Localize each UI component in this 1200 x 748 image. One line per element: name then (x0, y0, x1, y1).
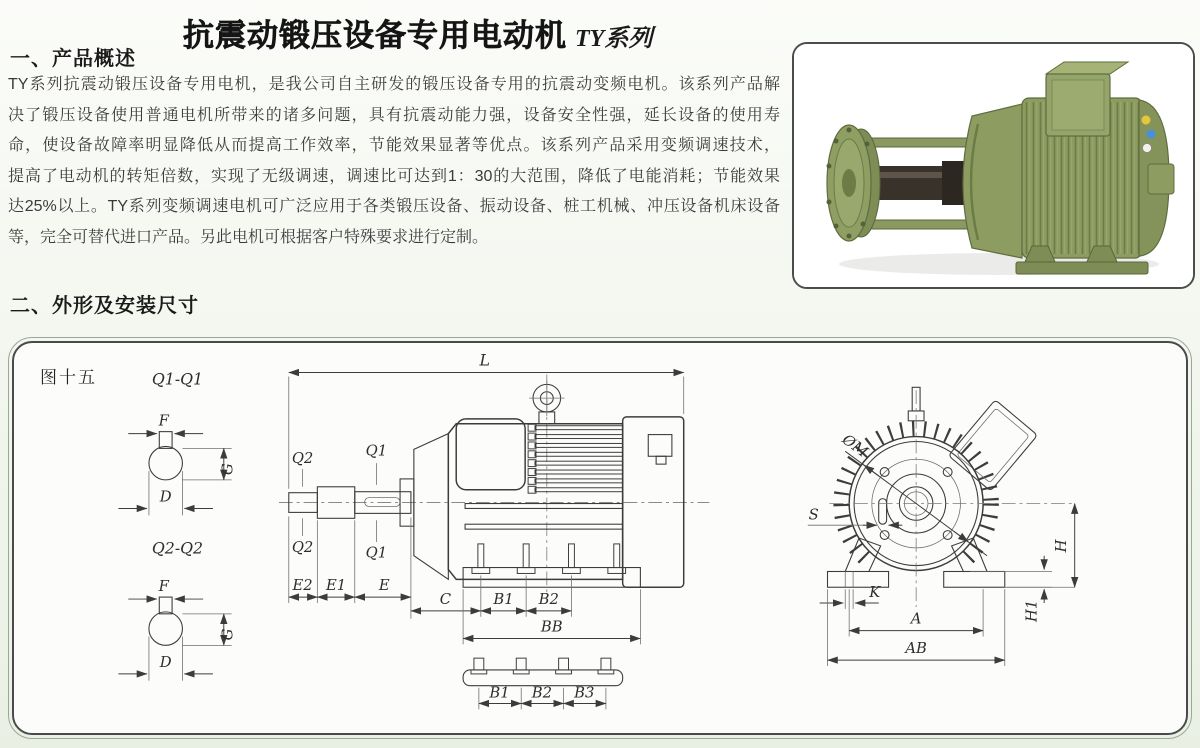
dim-label-E: E (378, 577, 390, 595)
dimension-drawing (14, 343, 1186, 733)
section-dimensions-heading: 二、外形及安装尺寸 (10, 295, 199, 317)
dim-label-B3: B3 (574, 684, 595, 702)
dim-label-A: A (910, 610, 922, 628)
section-label-q2q2: Q2-Q2 (151, 538, 204, 558)
dim-label-F: F (158, 412, 169, 430)
overview-paragraph (8, 70, 780, 253)
soleplate-view (463, 658, 623, 709)
dim-label-Q2: Q2 (291, 538, 314, 556)
dim-label-B2: B2 (538, 590, 559, 608)
dim-label-D: D (159, 654, 172, 672)
dim-label-K: K (869, 584, 881, 602)
dim-label-AB: AB (905, 640, 927, 658)
dim-label-Q1: Q1 (365, 442, 388, 460)
page-title-series: TY系列 (575, 26, 653, 52)
page-title (183, 10, 652, 55)
dim-label-Q2: Q2 (291, 450, 314, 468)
overview-line: TY系列抗震动锻压设备专用电机，是我公司自主研发的锻压设备专用的抗震动变频电机。该系列产品解 (8, 76, 780, 93)
dim-label-F: F (158, 578, 169, 596)
product-photo-frame (792, 42, 1195, 289)
dim-label-L: L (479, 350, 491, 370)
section-view-q2q2 (118, 539, 236, 681)
page-title-main: 抗震动锻压设备专用电动机 (183, 18, 567, 53)
section-label-q1q1: Q1-Q1 (151, 369, 204, 389)
dim-label-M: ØM (838, 431, 871, 461)
figure-number-label: 图十五 (40, 368, 97, 387)
dim-label-C: C (439, 590, 452, 608)
dim-label-E2: E2 (292, 577, 313, 595)
section-view-q1q1 (118, 369, 236, 515)
dim-label-H1: H1 (1023, 599, 1041, 623)
product-photo-illustration (794, 44, 1193, 287)
dim-label-BB: BB (540, 618, 563, 636)
overview-line: 提高了电动机的转矩倍数，实现了无级调速，调速比可达到1：30的大范围，降低了电能消耗；节能效果 (8, 167, 780, 185)
dim-label-S: S (808, 506, 819, 524)
motor-side-view (279, 351, 709, 645)
motor-front-flange (827, 125, 971, 241)
dim-label-D: D (159, 488, 172, 506)
dim-label-B1: B1 (493, 590, 514, 608)
dim-label-E1: E1 (325, 577, 347, 595)
dim-label-G: G (219, 463, 237, 475)
overview-line: 等，完全可替代进口产品。另此电机可根据客户特殊要求进行定制。 (8, 228, 489, 246)
section-overview-heading: 一、产品概述 (10, 48, 136, 70)
dim-label-B2: B2 (531, 684, 553, 702)
overview-line: 决了锻压设备使用普通电机所带来的诸多问题，具有抗震动能力强，设备安全性强，延长设备的使用寿 (8, 106, 780, 124)
dim-label-B1: B1 (489, 684, 510, 702)
motor-bell-housing (963, 104, 1022, 258)
overview-line: 达25%以上。TY系列变频调速电机可广泛应用于各类锻压设备、振动设备、桩工机械、冲压设备机床设备 (8, 198, 780, 215)
dim-label-Q1: Q1 (365, 544, 388, 562)
dim-label-G: G (219, 628, 237, 641)
motor-front-view (808, 387, 1075, 666)
overview-line: 命，使设备故障率明显降低从而提高工作效率，节能效果显著等优点。该系列产品采用变频调速技术， (8, 137, 780, 154)
dim-label-H: H (1052, 539, 1070, 553)
figure-box (12, 341, 1188, 735)
